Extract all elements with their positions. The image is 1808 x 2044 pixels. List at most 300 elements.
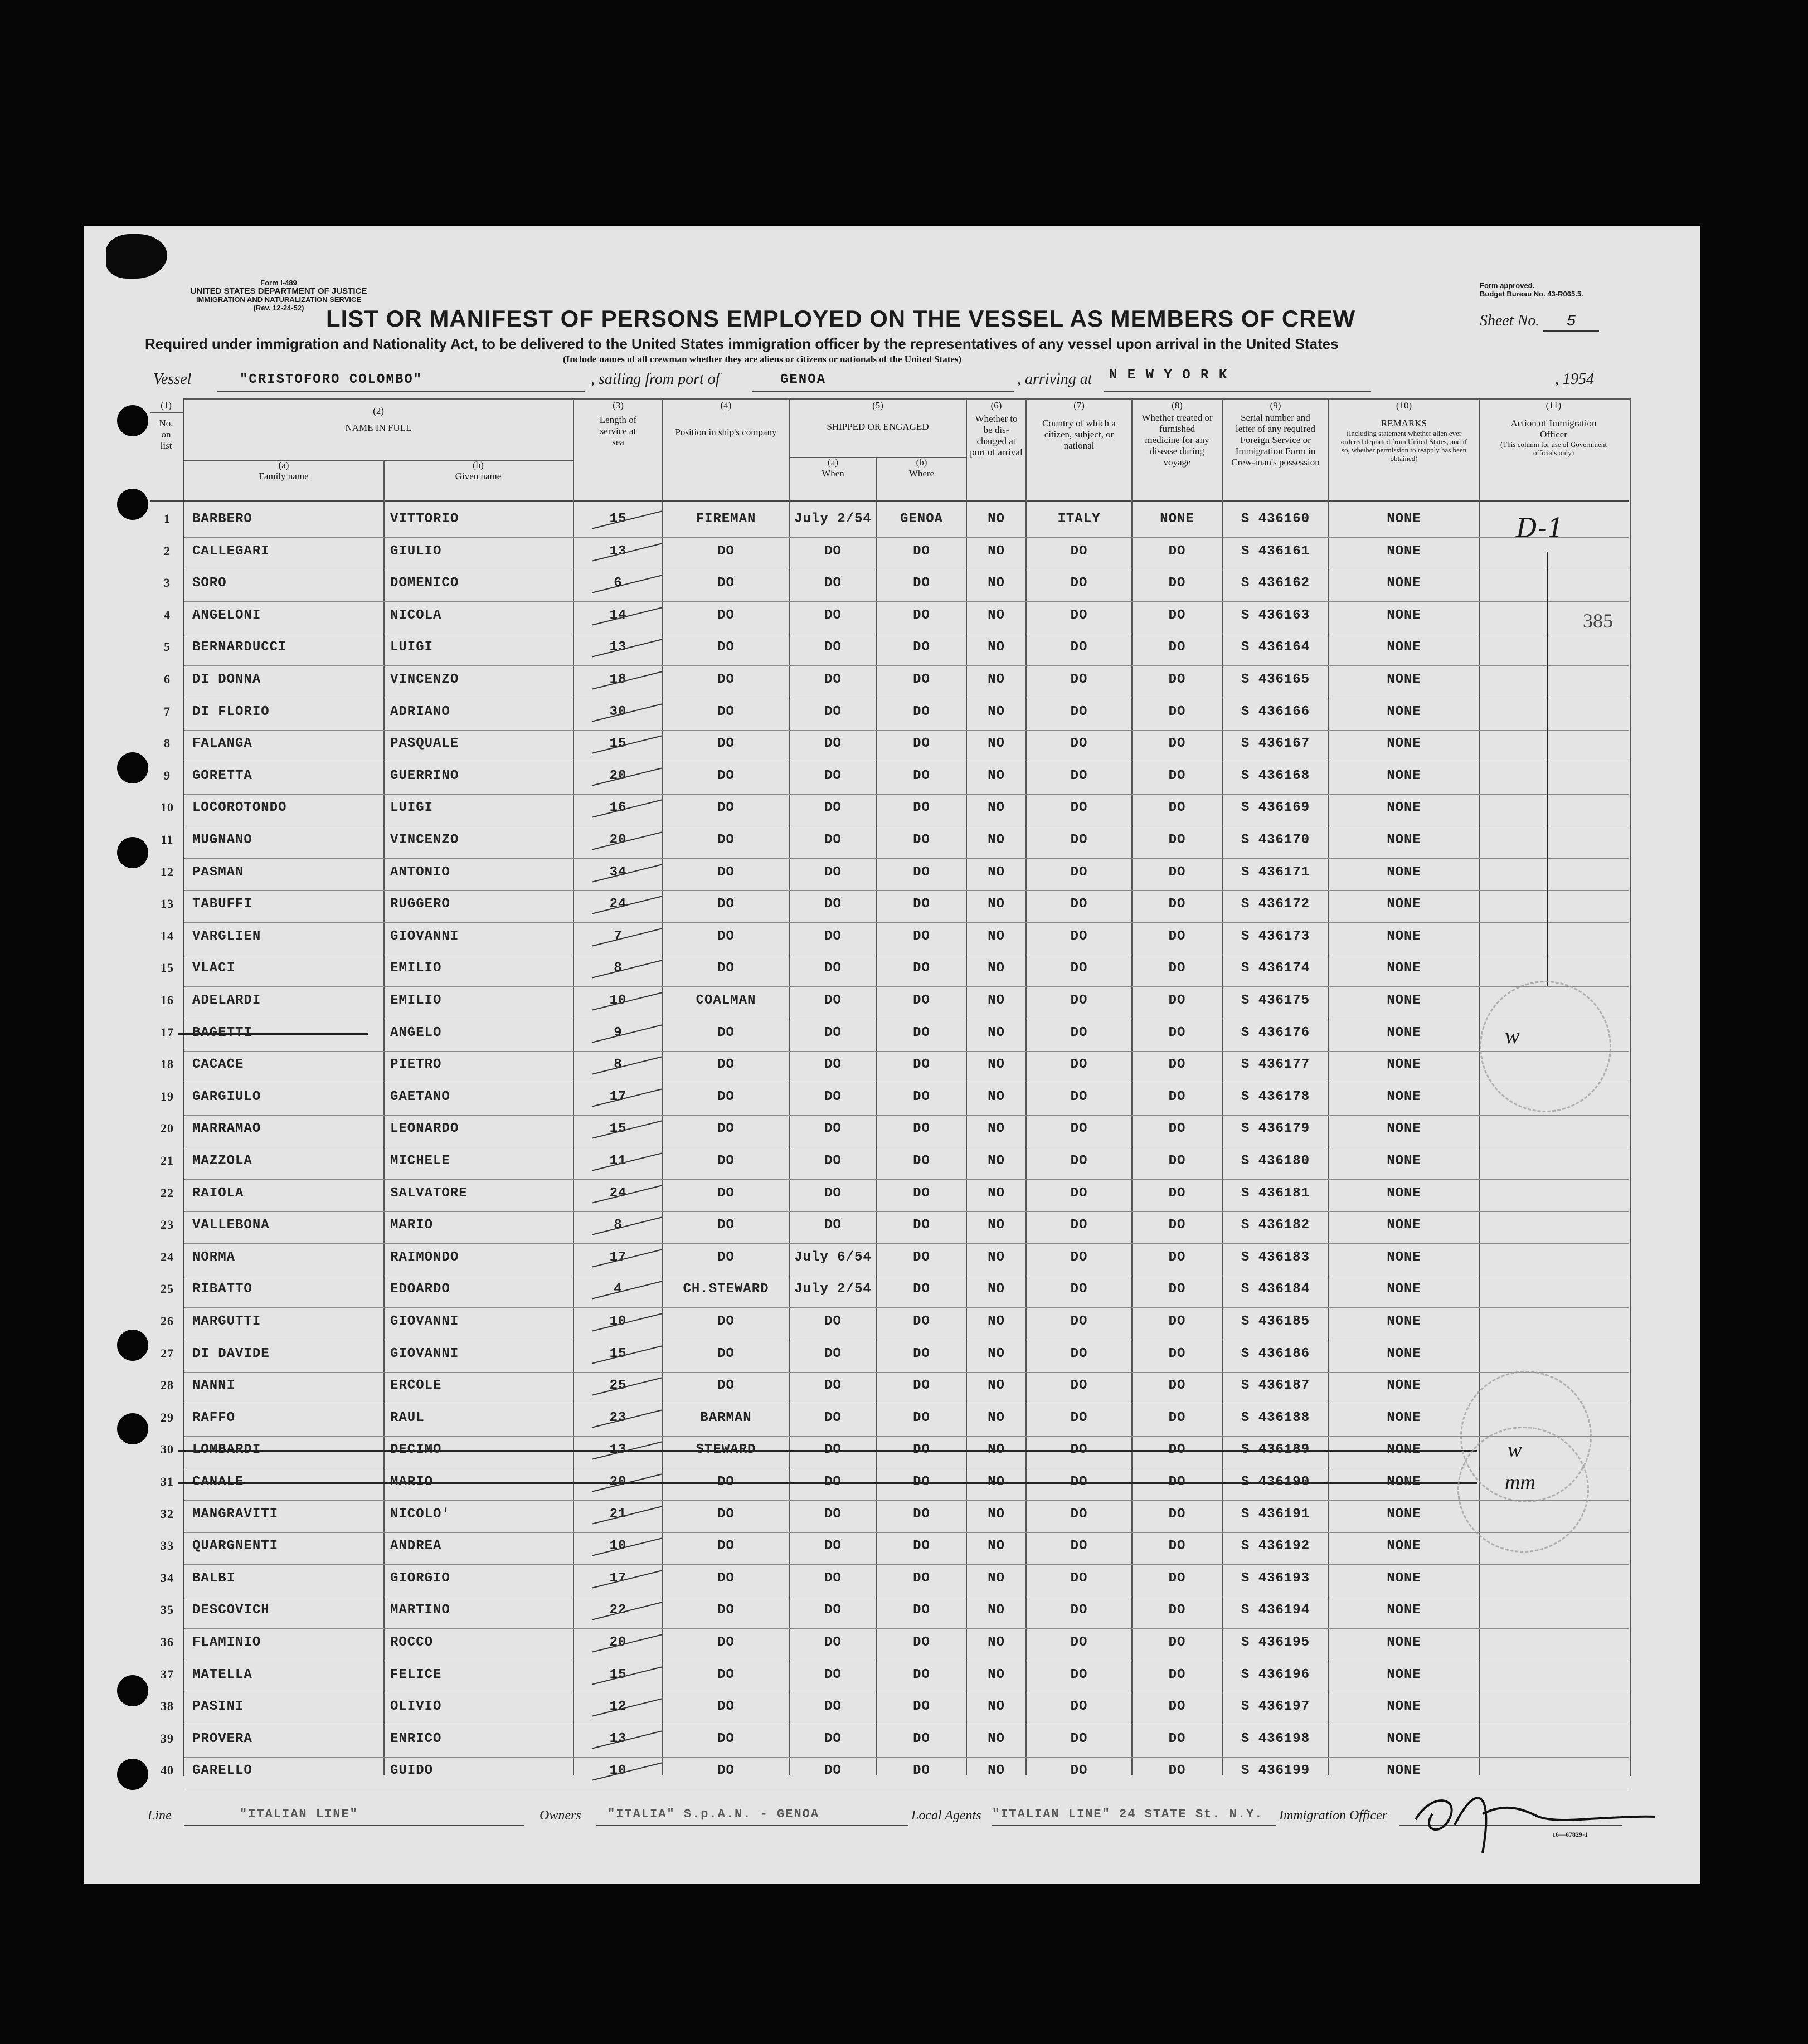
medicine: DO bbox=[1168, 897, 1186, 912]
country: DO bbox=[1070, 1474, 1088, 1490]
serial-number: S 436168 bbox=[1241, 768, 1310, 783]
arriving-underline bbox=[1104, 391, 1371, 392]
country: DO bbox=[1070, 993, 1088, 1008]
table-row bbox=[184, 601, 1629, 602]
family-name: FALANGA bbox=[192, 736, 252, 752]
medicine: NONE bbox=[1160, 512, 1194, 527]
country: DO bbox=[1070, 833, 1088, 848]
shipped-when: DO bbox=[824, 1731, 842, 1746]
col6-number: (6) bbox=[990, 400, 1002, 411]
given-name: RAUL bbox=[390, 1410, 425, 1425]
medicine: DO bbox=[1168, 576, 1186, 591]
serial-number: S 436175 bbox=[1241, 993, 1310, 1008]
row-number: 12 bbox=[161, 864, 174, 879]
shipped-when: DO bbox=[824, 1474, 842, 1490]
shipped-when: DO bbox=[824, 928, 842, 944]
row-number: 14 bbox=[161, 928, 174, 943]
given-name: MICHELE bbox=[390, 1154, 450, 1169]
approval-block bbox=[1480, 281, 1647, 298]
serial-number: S 436195 bbox=[1241, 1635, 1310, 1650]
remarks: NONE bbox=[1387, 961, 1421, 976]
serial-number: S 436177 bbox=[1241, 1057, 1310, 1073]
header-col5 bbox=[790, 400, 966, 432]
row-number: 33 bbox=[161, 1539, 174, 1553]
service-length: 21 bbox=[609, 1506, 627, 1522]
service-length: 12 bbox=[609, 1699, 627, 1715]
position: DO bbox=[717, 864, 735, 880]
shipped-where: DO bbox=[913, 1474, 930, 1490]
shipped-where: DO bbox=[913, 800, 930, 816]
table-row bbox=[184, 922, 1629, 923]
shipped-when: DO bbox=[824, 1154, 842, 1169]
col11-number: (11) bbox=[1545, 400, 1562, 411]
shipped-when: July 2/54 bbox=[794, 512, 872, 527]
arriving-port: N E W Y O R K bbox=[1109, 368, 1228, 383]
given-name: MARTINO bbox=[390, 1603, 450, 1618]
country: DO bbox=[1070, 1442, 1088, 1458]
service-length: 10 bbox=[609, 1539, 627, 1554]
row-number: 19 bbox=[161, 1089, 174, 1103]
col-sep bbox=[383, 460, 385, 1775]
row-number: 10 bbox=[161, 800, 174, 815]
col-sep bbox=[1479, 398, 1480, 1775]
col9-title: Serial number and letter of any required Foreign Service or Immigration Form in Crew-man's possession bbox=[1231, 412, 1320, 468]
header-col11 bbox=[1480, 400, 1627, 457]
serial-number: S 436182 bbox=[1241, 1218, 1310, 1233]
shipped-when: DO bbox=[824, 1314, 842, 1329]
family-name: MAZZOLA bbox=[192, 1154, 252, 1169]
col2a-number: (a) bbox=[278, 460, 289, 470]
discharged: NO bbox=[988, 1442, 1005, 1458]
service-length: 18 bbox=[609, 672, 627, 687]
medicine: DO bbox=[1168, 1763, 1186, 1779]
row-number: 34 bbox=[161, 1570, 174, 1585]
shipped-when: DO bbox=[824, 1635, 842, 1650]
col8-number: (8) bbox=[1172, 400, 1183, 411]
medicine: DO bbox=[1168, 1249, 1186, 1265]
medicine: DO bbox=[1168, 672, 1186, 687]
service-length: 15 bbox=[609, 512, 627, 527]
country: DO bbox=[1070, 1539, 1088, 1554]
remarks: NONE bbox=[1387, 1603, 1421, 1618]
given-name: RUGGERO bbox=[390, 897, 450, 912]
family-name: BARBERO bbox=[192, 512, 252, 527]
given-name: LUIGI bbox=[390, 800, 434, 816]
given-name: PIETRO bbox=[390, 1057, 442, 1073]
discharged: NO bbox=[988, 1699, 1005, 1715]
position: DO bbox=[717, 1731, 735, 1746]
family-name: RAIOLA bbox=[192, 1185, 244, 1201]
family-name: MARRAMAO bbox=[192, 1121, 261, 1137]
family-name: LOMBARDI bbox=[192, 1442, 261, 1458]
medicine: DO bbox=[1168, 1731, 1186, 1746]
serial-number: S 436190 bbox=[1241, 1474, 1310, 1490]
country: DO bbox=[1070, 800, 1088, 816]
shipped-when: DO bbox=[824, 1699, 842, 1715]
medicine: DO bbox=[1168, 1699, 1186, 1715]
shipped-where: DO bbox=[913, 897, 930, 912]
family-name: DESCOVICH bbox=[192, 1603, 270, 1618]
service: IMMIGRATION AND NATURALIZATION SERVICE bbox=[196, 295, 362, 304]
punch-hole bbox=[117, 489, 148, 520]
given-name: ERCOLE bbox=[390, 1378, 442, 1394]
serial-number: S 436178 bbox=[1241, 1089, 1310, 1104]
position: DO bbox=[717, 1474, 735, 1490]
manifest-subtitle: Required under immigration and Nationality Act, to be delivered to the United States immigration officer by the representatives of any vessel upon arrival in the United States bbox=[145, 335, 1339, 352]
shipped-when: July 2/54 bbox=[794, 1282, 872, 1297]
discharged: NO bbox=[988, 1667, 1005, 1682]
shipped-when: DO bbox=[824, 1539, 842, 1554]
remarks: NONE bbox=[1387, 1539, 1421, 1554]
family-name: CANALE bbox=[192, 1474, 244, 1490]
shipped-when: DO bbox=[824, 543, 842, 559]
shipped-where: DO bbox=[913, 1603, 930, 1618]
header-col2a bbox=[184, 460, 383, 482]
remarks: NONE bbox=[1387, 1249, 1421, 1265]
medicine: DO bbox=[1168, 864, 1186, 880]
shipped-where: DO bbox=[913, 1314, 930, 1329]
shipped-where: DO bbox=[913, 993, 930, 1008]
row-number: 13 bbox=[161, 897, 174, 911]
serial-number: S 436179 bbox=[1241, 1121, 1310, 1137]
table-row bbox=[184, 1051, 1629, 1052]
remarks: NONE bbox=[1387, 768, 1421, 783]
punch-hole bbox=[117, 1675, 148, 1706]
col3-title: Length of service at sea bbox=[599, 415, 637, 447]
serial-number: S 436193 bbox=[1241, 1570, 1310, 1586]
sheet-number: 5 bbox=[1543, 313, 1599, 332]
table-row bbox=[184, 1211, 1629, 1212]
shipped-when: DO bbox=[824, 607, 842, 623]
row-number: 32 bbox=[161, 1506, 174, 1521]
given-name: ANTONIO bbox=[390, 864, 450, 880]
serial-number: S 436171 bbox=[1241, 864, 1310, 880]
col4-number: (4) bbox=[720, 400, 732, 411]
serial-number: S 436164 bbox=[1241, 640, 1310, 655]
service-length: 34 bbox=[609, 864, 627, 880]
family-name: MARGUTTI bbox=[192, 1314, 261, 1329]
country: DO bbox=[1070, 1699, 1088, 1715]
serial-number: S 436199 bbox=[1241, 1763, 1310, 1779]
medicine: DO bbox=[1168, 1282, 1186, 1297]
row30-mark: w bbox=[1508, 1438, 1522, 1462]
owners-name: "ITALIA" S.p.A.N. - GENOA bbox=[607, 1807, 820, 1821]
family-name: RAFFO bbox=[192, 1410, 236, 1425]
country: DO bbox=[1070, 1635, 1088, 1650]
family-name: TABUFFI bbox=[192, 897, 252, 912]
family-name: PROVERA bbox=[192, 1731, 252, 1746]
shipped-when: DO bbox=[824, 1378, 842, 1394]
given-name: ADRIANO bbox=[390, 704, 450, 719]
sheet-label: Sheet No. bbox=[1480, 312, 1540, 329]
table-row bbox=[184, 665, 1629, 666]
medicine: DO bbox=[1168, 736, 1186, 752]
serial-number: S 436188 bbox=[1241, 1410, 1310, 1425]
table-row bbox=[184, 730, 1629, 731]
remarks: NONE bbox=[1387, 1057, 1421, 1073]
col11-count: 385 bbox=[1583, 610, 1613, 632]
service-length: 17 bbox=[609, 1089, 627, 1104]
shipped-when: DO bbox=[824, 1570, 842, 1586]
medicine: DO bbox=[1168, 768, 1186, 783]
header-col2 bbox=[184, 406, 573, 434]
country: DO bbox=[1070, 1667, 1088, 1682]
print-code: 16—67829-1 bbox=[1552, 1831, 1588, 1838]
remarks: NONE bbox=[1387, 576, 1421, 591]
given-name: GAETANO bbox=[390, 1089, 450, 1104]
position: DO bbox=[717, 1603, 735, 1618]
family-name: PASINI bbox=[192, 1699, 244, 1715]
family-name: ANGELONI bbox=[192, 607, 261, 623]
row-number: 25 bbox=[161, 1282, 174, 1296]
medicine: DO bbox=[1168, 1506, 1186, 1522]
row-number: 30 bbox=[161, 1442, 174, 1457]
country: DO bbox=[1070, 1057, 1088, 1073]
row-number: 35 bbox=[161, 1603, 174, 1617]
discharged: NO bbox=[988, 1506, 1005, 1522]
remarks: NONE bbox=[1387, 1282, 1421, 1297]
position: DO bbox=[717, 928, 735, 944]
table-row bbox=[184, 1243, 1629, 1244]
serial-number: S 436180 bbox=[1241, 1154, 1310, 1169]
header-col10 bbox=[1329, 400, 1479, 463]
row-number: 39 bbox=[161, 1731, 174, 1745]
col1-number: (1) bbox=[161, 400, 172, 411]
shipped-where: DO bbox=[913, 1378, 930, 1394]
shipped-when: DO bbox=[824, 1121, 842, 1137]
table-row bbox=[184, 1628, 1629, 1629]
given-name: ANGELO bbox=[390, 1025, 442, 1040]
agents-label: Local Agents bbox=[911, 1808, 981, 1823]
remarks: NONE bbox=[1387, 1731, 1421, 1746]
discharged: NO bbox=[988, 1570, 1005, 1586]
serial-number: S 436165 bbox=[1241, 672, 1310, 687]
service-length: 30 bbox=[609, 704, 627, 719]
shipped-where: DO bbox=[913, 1218, 930, 1233]
col7-title: Country of which a citizen, subject, or national bbox=[1042, 418, 1116, 451]
row-number: 40 bbox=[161, 1763, 174, 1778]
col-sep bbox=[1131, 398, 1133, 1775]
shipped-when: DO bbox=[824, 1218, 842, 1233]
col-sep bbox=[789, 398, 790, 1775]
position: DO bbox=[717, 1635, 735, 1650]
shipped-where: DO bbox=[913, 961, 930, 976]
table-row bbox=[184, 1532, 1629, 1533]
position: DO bbox=[717, 768, 735, 783]
medicine: DO bbox=[1168, 704, 1186, 719]
medicine: DO bbox=[1168, 1474, 1186, 1490]
family-name: BERNARDUCCI bbox=[192, 640, 287, 655]
country: DO bbox=[1070, 704, 1088, 719]
shipped-where: DO bbox=[913, 1282, 930, 1297]
row-number: 5 bbox=[164, 640, 171, 654]
medicine: DO bbox=[1168, 1185, 1186, 1201]
shipped-where: DO bbox=[913, 1539, 930, 1554]
serial-number: S 436170 bbox=[1241, 833, 1310, 848]
serial-number: S 436181 bbox=[1241, 1185, 1310, 1201]
family-name: DI DAVIDE bbox=[192, 1346, 270, 1361]
shipped-when: DO bbox=[824, 1506, 842, 1522]
given-name: EMILIO bbox=[390, 961, 442, 976]
position: BARMAN bbox=[700, 1410, 752, 1425]
header-col7 bbox=[1027, 400, 1131, 451]
serial-number: S 436192 bbox=[1241, 1539, 1310, 1554]
medicine: DO bbox=[1168, 833, 1186, 848]
table-row bbox=[184, 1115, 1629, 1116]
shipped-where: DO bbox=[913, 1731, 930, 1746]
shipped-when: DO bbox=[824, 864, 842, 880]
vessel-label: Vessel bbox=[153, 371, 192, 388]
discharged: NO bbox=[988, 1410, 1005, 1425]
serial-number: S 436189 bbox=[1241, 1442, 1310, 1458]
remarks: NONE bbox=[1387, 1378, 1421, 1394]
position: DO bbox=[717, 1089, 735, 1104]
shipped-when: DO bbox=[824, 1603, 842, 1618]
medicine: DO bbox=[1168, 993, 1186, 1008]
medicine: DO bbox=[1168, 800, 1186, 816]
medicine: DO bbox=[1168, 961, 1186, 976]
owners-label: Owners bbox=[540, 1808, 581, 1823]
country: DO bbox=[1070, 576, 1088, 591]
remarks: NONE bbox=[1387, 607, 1421, 623]
given-name: LEONARDO bbox=[390, 1121, 459, 1137]
remarks: NONE bbox=[1387, 1218, 1421, 1233]
discharged: NO bbox=[988, 1121, 1005, 1137]
service-length: 24 bbox=[609, 1185, 627, 1201]
medicine: DO bbox=[1168, 640, 1186, 655]
position: DO bbox=[717, 1763, 735, 1779]
table-row bbox=[184, 890, 1629, 891]
position: DO bbox=[717, 672, 735, 687]
country: DO bbox=[1070, 1185, 1088, 1201]
col-sep bbox=[1328, 398, 1329, 1775]
shipped-where: DO bbox=[913, 1410, 930, 1425]
position: DO bbox=[717, 1506, 735, 1522]
discharged: NO bbox=[988, 1089, 1005, 1104]
medicine: DO bbox=[1168, 1635, 1186, 1650]
table-frame bbox=[183, 398, 1631, 1779]
remarks: NONE bbox=[1387, 1410, 1421, 1425]
table-row bbox=[184, 1757, 1629, 1758]
family-name: GORETTA bbox=[192, 768, 252, 783]
family-name: LOCOROTONDO bbox=[192, 800, 287, 816]
medicine: DO bbox=[1168, 1154, 1186, 1169]
row-number: 2 bbox=[164, 543, 171, 558]
strike-through bbox=[178, 1482, 1477, 1484]
serial-number: S 436186 bbox=[1241, 1346, 1310, 1361]
discharged: NO bbox=[988, 1378, 1005, 1394]
family-name: RIBATTO bbox=[192, 1282, 252, 1297]
medicine: DO bbox=[1168, 928, 1186, 944]
discharged: NO bbox=[988, 1025, 1005, 1040]
shipped-when: DO bbox=[824, 1057, 842, 1073]
col11-title: Action of Immigration Officer bbox=[1510, 418, 1597, 440]
col-sep bbox=[1025, 398, 1027, 1775]
service-length: 11 bbox=[609, 1154, 627, 1169]
given-name: LUIGI bbox=[390, 640, 434, 655]
shipped-when: DO bbox=[824, 1442, 842, 1458]
service-length: 17 bbox=[609, 1249, 627, 1265]
family-name: GARELLO bbox=[192, 1763, 252, 1779]
discharged: NO bbox=[988, 543, 1005, 559]
form-approved: Form approved. bbox=[1480, 281, 1535, 290]
service-length: 22 bbox=[609, 1603, 627, 1618]
shipped-where: DO bbox=[913, 1089, 930, 1104]
remarks: NONE bbox=[1387, 864, 1421, 880]
col2a-title: Family name bbox=[259, 471, 309, 481]
given-name: VINCENZO bbox=[390, 833, 459, 848]
discharged: NO bbox=[988, 800, 1005, 816]
medicine: DO bbox=[1168, 1667, 1186, 1682]
shipped-when: DO bbox=[824, 640, 842, 655]
discharged: NO bbox=[988, 1314, 1005, 1329]
medicine: DO bbox=[1168, 1057, 1186, 1073]
line-label: Line bbox=[148, 1808, 172, 1823]
discharged: NO bbox=[988, 1218, 1005, 1233]
row-number: 18 bbox=[161, 1057, 174, 1072]
discharged: NO bbox=[988, 961, 1005, 976]
country: ITALY bbox=[1057, 512, 1101, 527]
col4-title: Position in ship's company bbox=[675, 427, 777, 437]
manifest-title: LIST OR MANIFEST OF PERSONS EMPLOYED ON THE VESSEL AS MEMBERS OF CREW bbox=[326, 305, 1356, 332]
col11-bracket-line bbox=[1547, 552, 1548, 986]
shipped-where: DO bbox=[913, 928, 930, 944]
position: DO bbox=[717, 897, 735, 912]
medicine: DO bbox=[1168, 1378, 1186, 1394]
shipped-where: DO bbox=[913, 576, 930, 591]
sheet-number-block bbox=[1480, 312, 1599, 332]
country: DO bbox=[1070, 864, 1088, 880]
country: DO bbox=[1070, 1506, 1088, 1522]
family-name: BAGETTI bbox=[192, 1025, 252, 1040]
shipped-when: DO bbox=[824, 672, 842, 687]
discharged: NO bbox=[988, 1057, 1005, 1073]
position: STEWARD bbox=[696, 1442, 756, 1458]
discharged: NO bbox=[988, 1346, 1005, 1361]
row-number: 23 bbox=[161, 1218, 174, 1232]
family-name: CACACE bbox=[192, 1057, 244, 1073]
position: DO bbox=[717, 1185, 735, 1201]
given-name: VITTORIO bbox=[390, 512, 459, 527]
country: DO bbox=[1070, 736, 1088, 752]
shipped-where: DO bbox=[913, 1121, 930, 1137]
remarks: NONE bbox=[1387, 672, 1421, 687]
position: DO bbox=[717, 800, 735, 816]
family-name: NANNI bbox=[192, 1378, 236, 1394]
col5b-title: Where bbox=[908, 468, 935, 479]
service-length: 13 bbox=[609, 1731, 627, 1746]
service-length: 17 bbox=[609, 1570, 627, 1586]
shipped-where: DO bbox=[913, 1346, 930, 1361]
country: DO bbox=[1070, 1314, 1088, 1329]
service-length: 9 bbox=[614, 1025, 623, 1040]
agents-underline bbox=[992, 1825, 1276, 1826]
shipped-when: DO bbox=[824, 897, 842, 912]
remarks: NONE bbox=[1387, 736, 1421, 752]
col2b-title: Given name bbox=[455, 471, 502, 481]
country: DO bbox=[1070, 1731, 1088, 1746]
given-name: DECIMO bbox=[390, 1442, 442, 1458]
remarks: NONE bbox=[1387, 1506, 1421, 1522]
col5a-title: When bbox=[822, 468, 844, 479]
serial-number: S 436167 bbox=[1241, 736, 1310, 752]
service-length: 20 bbox=[609, 1635, 627, 1650]
col11-note: (This column for use of Government officials only) bbox=[1500, 440, 1607, 457]
shipped-where: DO bbox=[913, 864, 930, 880]
col5-title: SHIPPED OR ENGAGED bbox=[827, 421, 929, 432]
shipped-where: DO bbox=[913, 736, 930, 752]
shipped-where: DO bbox=[913, 672, 930, 687]
